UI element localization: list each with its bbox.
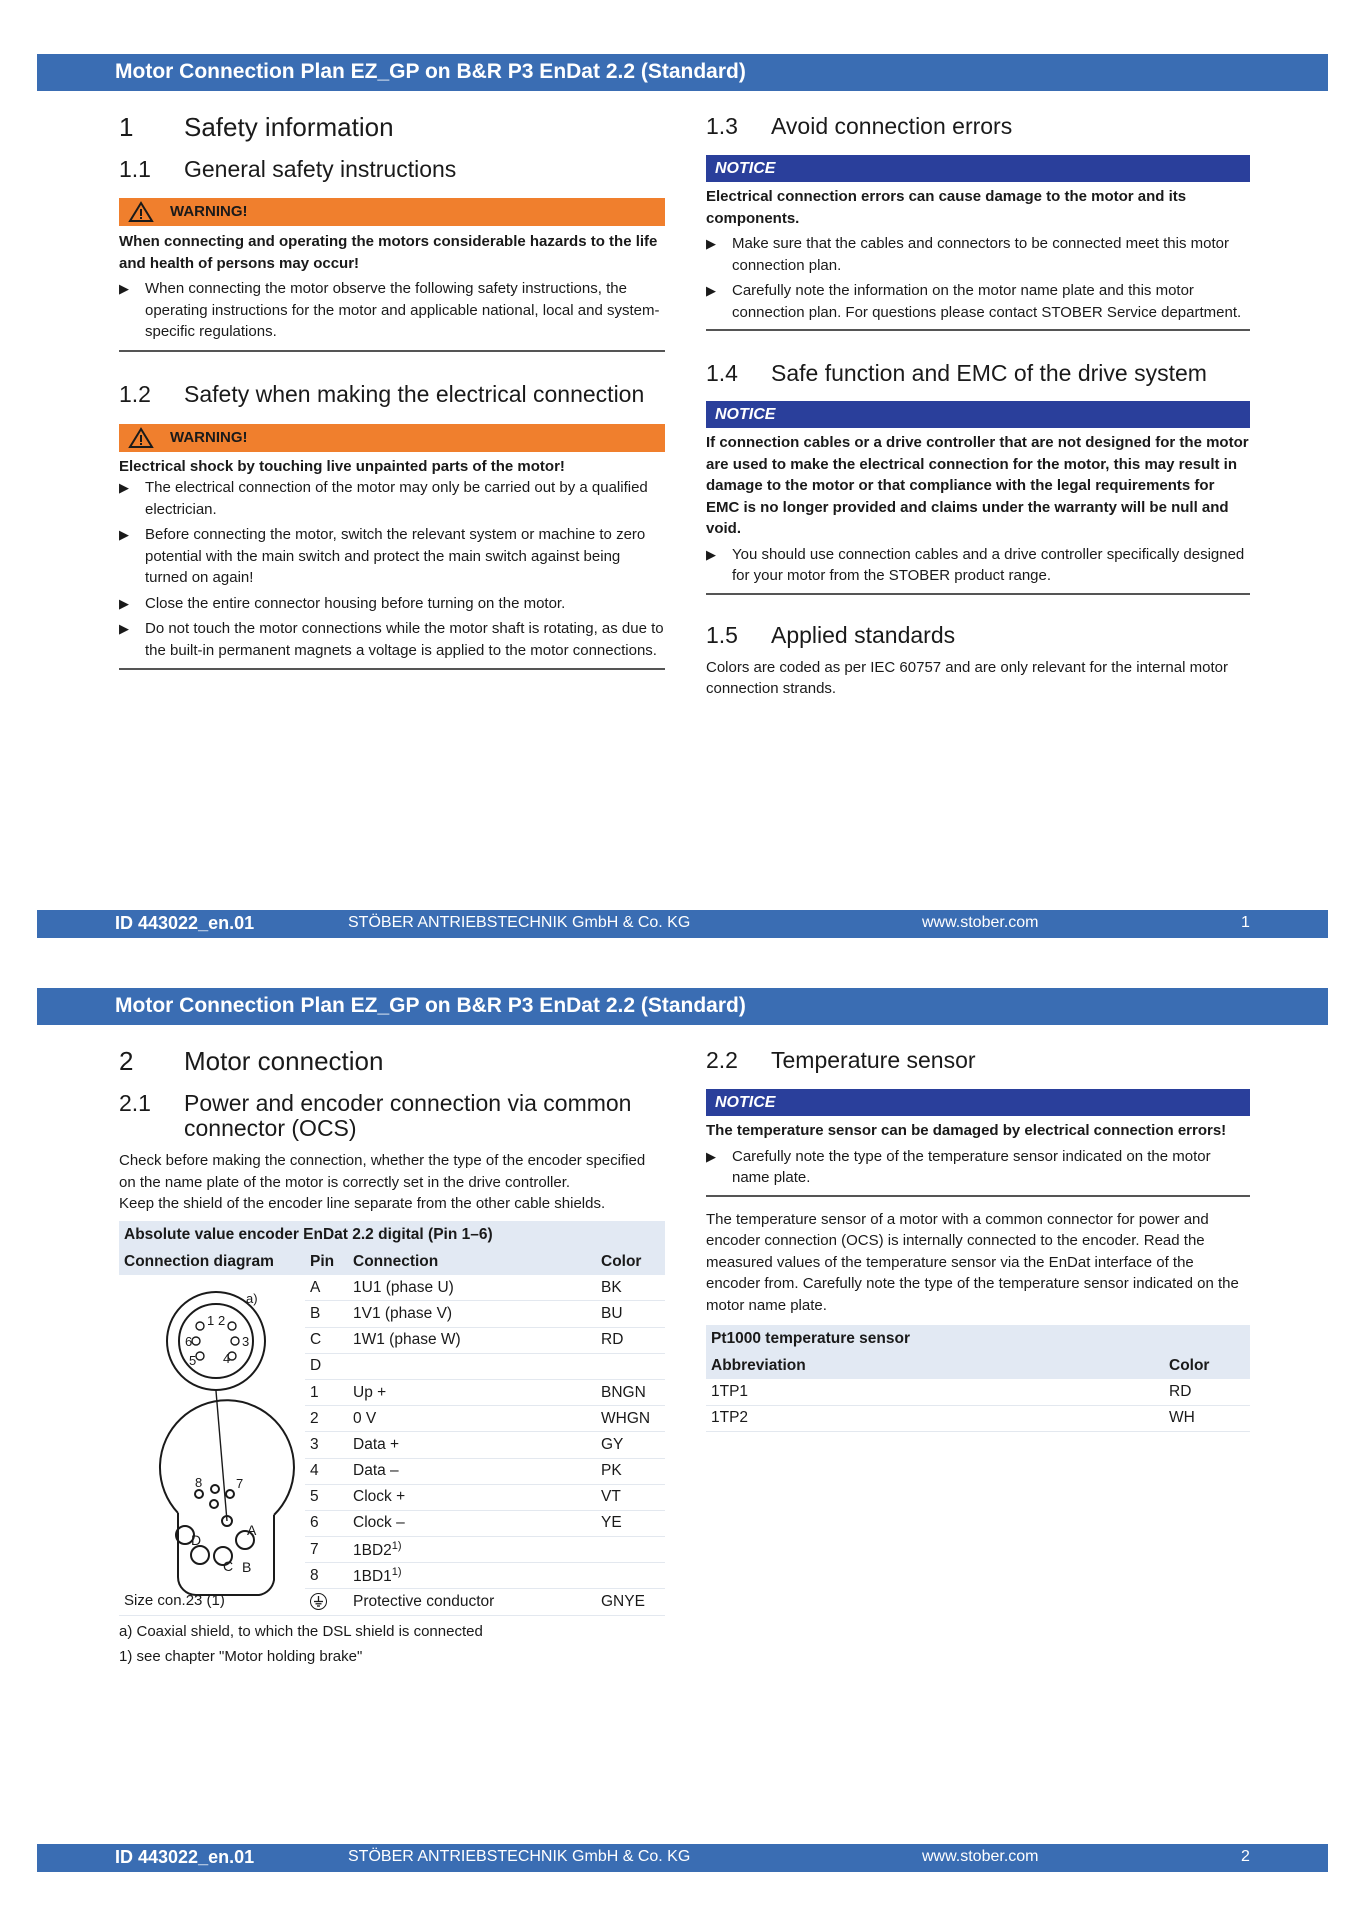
table-row: 8 1BD1$^{1)}$ [119,1563,665,1589]
list-item: ▶ Make sure that the cables and connectors to be connected meet this motor connection plan. [706,235,1229,274]
section-number: 1 [119,112,134,142]
footer-page-number: 2 [1241,1848,1250,1865]
diagram-label-1: 1 [207,1312,215,1328]
diagram-label-C: C [223,1557,234,1574]
warning-label: WARNING! [170,428,248,446]
temperature-sensor-table [706,1325,1250,1432]
table-row: 1 Up + BNGN [119,1379,665,1405]
warning-triangle-icon [128,201,154,227]
protective-earth-icon [310,1593,327,1610]
column-header: Abbreviation [706,1353,1164,1379]
page1-header-title: Motor Connection Plan EZ_GP on B&R P3 EnDat 2.2 (Standard) [115,60,746,83]
diagram-label-D: D [191,1531,202,1548]
column-header: Connection diagram [119,1249,305,1275]
page2-right-column [706,1048,1250,1432]
diagram-label-A: A [247,1521,257,1538]
list-item: ▶ The electrical connection of the motor may only be carried out by a qualified electrician. [119,479,648,518]
bullet-arrow-icon: ▶ [119,527,129,542]
list-item: ▶ When connecting the motor observe the following safety instructions, the operating instructions for the motor and applicable national, local and system-specific regulations. [119,280,660,340]
bullet-arrow-icon: ▶ [119,595,129,611]
section-1-3-heading [706,114,1250,139]
table-caption: Pt1000 temperature sensor [706,1325,1250,1353]
page2-footer-band [37,1844,1328,1872]
page2-left-column [119,1046,665,1668]
footnote-marker: 1) [391,1539,402,1552]
connector-size-label: Size con.23 (1) [124,1591,225,1609]
notice-banner [706,401,1250,428]
list-item: ▶ Carefully note the type of the temperature sensor indicated on the motor name plate. [706,1147,1211,1186]
bullet-arrow-icon: ▶ [119,480,129,495]
warning-lead: Electrical shock by touching live unpainted parts of the motor! [119,457,565,475]
notice-label: NOTICE [715,1094,776,1111]
footer-website-link[interactable]: www.stober.com [922,1848,1039,1865]
section-1-2-heading [119,382,665,407]
table-cell-pin: A [305,1275,348,1301]
section-number: 2 [119,1046,134,1076]
footnote-1: 1) see chapter "Motor holding brake" [119,1648,363,1666]
section-divider [119,350,665,352]
warning-label: WARNING! [170,203,248,220]
notice-banner [706,155,1250,182]
table-row: B 1V1 (phase V) BU [119,1301,665,1327]
connector-diagram-cell [119,1275,305,1616]
shield-text: Keep the shield of the encoder line separate from the other cable shields. [119,1195,606,1212]
table-row: 2 0 V WHGN [119,1406,665,1432]
bullet-list [119,278,665,343]
list-item: ▶ Close the entire connector housing before turning on the motor. [119,593,665,615]
table-row: 1TP2 WH [706,1405,1250,1431]
section-number: 1.1 [119,156,151,182]
table-row: 3 Data + GY [119,1432,665,1458]
notice-label: NOTICE [715,160,776,177]
column-header: Pin [305,1249,348,1275]
table-row: Protective conductor GNYE [119,1589,665,1615]
section-1-1-heading [119,157,665,182]
section-title: Avoid connection errors [771,113,1013,139]
section-title: General safety instructions [184,156,457,182]
page1-right-column [706,114,1250,700]
section-divider [119,668,665,670]
warning-triangle-icon [128,427,154,453]
section-1-heading [119,112,665,148]
temperature-sensor-text: The temperature sensor of a motor with a common connector for power and encoder connection (OCS) is internally connected to the encoder. Read the measured values of the temperature sensor via the EnDat interface of the encoder from. Carefully note the type of the temperature sensor indicated on the motor name plate. [706,1210,1239,1314]
diagram-label-2: 2 [218,1312,226,1328]
section-title: Safety information [184,112,394,142]
page1-footer-band [37,910,1328,938]
table-row: C 1W1 (phase W) RD [119,1327,665,1353]
footer-company: STÖBER ANTRIEBSTECHNIK GmbH & Co. KG [348,914,691,931]
notice-label: NOTICE [715,406,776,423]
bullet-arrow-icon: ▶ [706,1148,716,1164]
section-number: 1.2 [119,380,151,407]
notice-lead: If connection cables or a drive controller that are not designed for the motor are used to make the electrical connection for the motor, this may result in damage to the motor or that compliance with the legal requirements for EMC is no longer provided and claims under the warranty will be null and void. [706,434,1249,537]
table-caption: Absolute value encoder EnDat 2.2 digital (Pin 1–6) [119,1221,665,1249]
section-number: 1.3 [706,113,738,139]
section-1-5-heading [706,623,1250,648]
bullet-arrow-icon: ▶ [706,283,716,298]
list-item: ▶ Carefully note the information on the motor name plate and this motor connection plan. For questions please contact STOBER Service department. [706,282,1242,321]
warning-banner [119,198,665,226]
column-header: Color [596,1249,665,1275]
section-title: Safety when making the electrical connection [184,380,645,407]
encoder-check-text: Check before making the connection, whether the type of the encoder specified on the name plate of the motor is correctly set in the drive controller. [119,1152,646,1191]
bullet-arrow-icon: ▶ [706,236,716,251]
list-item: ▶ Do not touch the motor connections while the motor shaft is rotating, as due to the built-in permanent magnets a voltage is applied to the motor connections. [119,620,664,659]
section-divider [706,1195,1250,1197]
bullet-list [706,1146,1250,1189]
section-title: Applied standards [771,621,956,648]
notice-lead: The temperature sensor can be damaged by electrical connection errors! [706,1122,1227,1139]
list-item: ▶ You should use connection cables and a drive controller specifically designed for your motor from the STOBER product range. [706,545,1245,584]
footnote-marker: 1) [391,1565,402,1578]
table-row: 6 Clock – YE [119,1510,665,1536]
section-2-heading [119,1046,665,1082]
footnote-a: a) Coaxial shield, to which the DSL shield is connected [119,1622,483,1640]
column-header: Color [1164,1353,1250,1379]
bullet-arrow-icon: ▶ [706,546,716,562]
connector-pinout-diagram [119,1275,305,1615]
footer-page-number: 1 [1241,914,1250,931]
section-number: 1.5 [706,621,738,648]
section-2-2-heading [706,1048,1250,1073]
table-row: D [119,1353,665,1379]
section-divider [706,329,1250,331]
footer-doc-id: ID 443022_en.01 [115,913,255,933]
warning-lead: When connecting and operating the motors considerable hazards to the life and health of persons may occur! [119,233,658,272]
bullet-list [706,544,1250,587]
page1-header-band [37,54,1328,91]
footer-doc-id: ID 443022_en.01 [115,1847,255,1867]
notice-lead: Electrical connection errors can cause damage to the motor and its components. [706,188,1187,227]
column-header: Connection [348,1249,596,1275]
bullet-list [706,233,1250,323]
diagram-label-3: 3 [242,1333,250,1349]
diagram-label-7: 7 [236,1475,244,1491]
section-2-1-heading [119,1091,665,1141]
diagram-label-B: B [242,1558,252,1575]
notice-banner [706,1089,1250,1116]
bullet-arrow-icon: ▶ [119,281,129,296]
encoder-pin-table [119,1221,665,1616]
table-row: 7 1BD2$^{1)}$ [119,1537,665,1563]
footer-company: STÖBER ANTRIEBSTECHNIK GmbH & Co. KG [348,1848,691,1865]
warning-banner [119,424,665,452]
section-1-4-heading [706,361,1250,386]
table-row: 5 Clock + VT [119,1484,665,1510]
diagram-label-4: 4 [223,1350,231,1366]
table-row: 1TP1 RD [706,1379,1250,1405]
section-title: Power and encoder connection via common connector (OCS) [184,1090,632,1141]
diagram-label-a: a) [246,1290,258,1306]
section-number: 2.2 [706,1047,738,1073]
footer-website-link[interactable]: www.stober.com [922,914,1039,931]
section-divider [706,593,1250,595]
diagram-label-5: 5 [189,1352,197,1368]
bullet-arrow-icon: ▶ [119,621,129,636]
standards-text: Colors are coded as per IEC 60757 and are only relevant for the internal motor connection strands. [706,658,1228,697]
diagram-label-6: 6 [185,1333,193,1349]
page2-header-title: Motor Connection Plan EZ_GP on B&R P3 EnDat 2.2 (Standard) [115,994,746,1017]
section-number: 2.1 [119,1090,151,1116]
table-cell-connection: 1U1 (phase U) [348,1275,596,1301]
diagram-label-8: 8 [195,1474,203,1490]
page2-header-band [37,988,1328,1025]
table-cell-color: BK [596,1275,665,1301]
section-number: 1.4 [706,360,738,386]
page1-left-column [119,112,665,670]
section-title: Safe function and EMC of the drive system [771,360,1207,386]
bullet-list [119,477,665,661]
section-title: Temperature sensor [771,1047,976,1073]
section-title: Motor connection [184,1046,384,1076]
list-item: ▶ Before connecting the motor, switch the relevant system or machine to zero potential with the main switch and protect the main switch against being turned on again! [119,526,646,586]
table-row: 4 Data – PK [119,1458,665,1484]
